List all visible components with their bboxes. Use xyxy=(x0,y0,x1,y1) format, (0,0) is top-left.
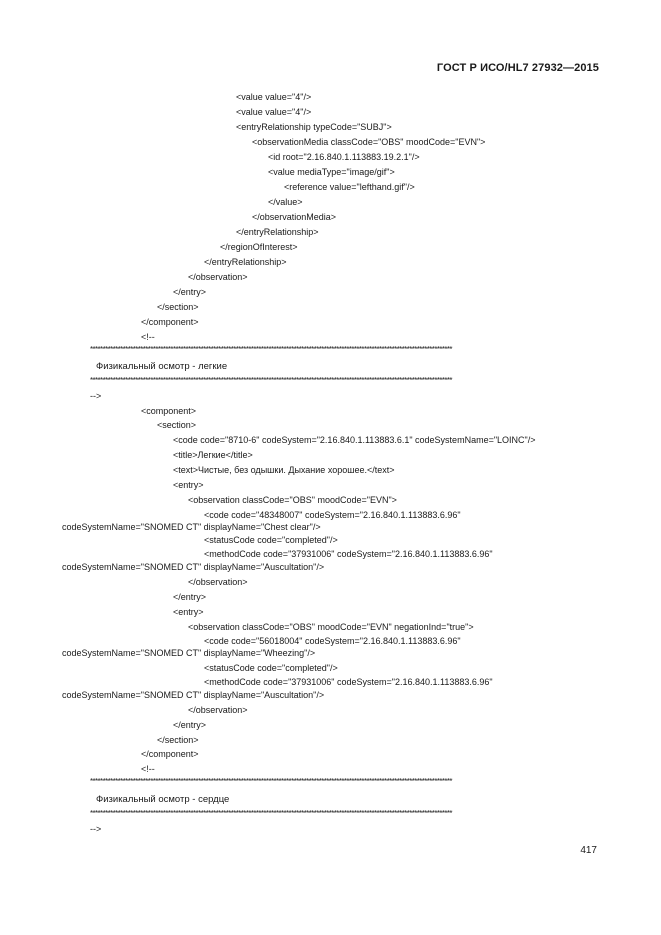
code-line: <value value="4"/> xyxy=(236,107,312,117)
code-line: <!-- xyxy=(141,332,155,342)
code-line: </entryRelationship> xyxy=(236,227,319,237)
code-line: codeSystemName="SNOMED CT" displayName="Wheezing"/> xyxy=(62,648,316,658)
code-line: codeSystemName="SNOMED CT" displayName="Auscultation"/> xyxy=(62,562,325,572)
code-line: <title>Легкие</title> xyxy=(173,450,253,460)
code-line: </regionOfInterest> xyxy=(220,242,298,252)
code-line: <methodCode code="37931006" codeSystem="2.16.840.1.113883.6.96" xyxy=(204,549,493,559)
code-line: </entry> xyxy=(173,592,207,602)
comment-separator: ************************************************************************************************************************************************ xyxy=(90,809,452,818)
code-line: <value value="4"/> xyxy=(236,92,312,102)
code-line: <statusCode code="completed"/> xyxy=(204,535,338,545)
code-line: <entry> xyxy=(173,480,204,490)
comment-separator: ************************************************************************************************************************************************ xyxy=(90,376,452,385)
comment-separator: ************************************************************************************************************************************************ xyxy=(90,777,452,786)
code-line: <observation classCode="OBS" moodCode="EVN"> xyxy=(188,495,397,505)
code-line: </component> xyxy=(141,749,199,759)
section-comment-title: Физикальный осмотр - сердце xyxy=(96,794,230,805)
code-line: <code code="56018004" codeSystem="2.16.840.1.113883.6.96" xyxy=(204,636,461,646)
code-line: </value> xyxy=(268,197,303,207)
section-comment-title: Физикальный осмотр - легкие xyxy=(96,361,228,372)
code-line: </entry> xyxy=(173,720,207,730)
comment-separator: ************************************************************************************************************************************************ xyxy=(90,345,452,354)
page-number: 417 xyxy=(580,845,597,856)
code-line: <component> xyxy=(141,406,197,416)
code-line: </observation> xyxy=(188,272,248,282)
standard-header: ГОСТ Р ИСО/HL7 27932—2015 xyxy=(436,62,599,74)
code-line: <section> xyxy=(157,420,197,430)
code-line: <entry> xyxy=(173,607,204,617)
code-line: <text>Чистые, без одышки. Дыхание хорошее.</text> xyxy=(173,465,395,475)
code-line: <code code="48348007" codeSystem="2.16.840.1.113883.6.96" xyxy=(204,510,461,520)
code-line: </section> xyxy=(157,302,199,312)
code-line: </observationMedia> xyxy=(252,212,337,222)
code-line: <reference value="lefthand.gif"/> xyxy=(284,182,415,192)
code-line: <statusCode code="completed"/> xyxy=(204,663,338,673)
code-line: </entryRelationship> xyxy=(204,257,287,267)
code-line: <observation classCode="OBS" moodCode="EVN" negationInd="true"> xyxy=(188,622,474,632)
code-line: <code code="8710-6" codeSystem="2.16.840.1.113883.6.1" codeSystemName="LOINC"/> xyxy=(173,435,536,445)
code-line: codeSystemName="SNOMED CT" displayName="Chest clear"/> xyxy=(62,522,321,532)
code-line: <value mediaType="image/gif"> xyxy=(268,167,395,177)
code-line: <entryRelationship typeCode="SUBJ"> xyxy=(236,122,392,132)
code-line: </observation> xyxy=(188,577,248,587)
code-line: </entry> xyxy=(173,287,207,297)
code-line: </component> xyxy=(141,317,199,327)
code-line: <!-- xyxy=(141,764,155,774)
code-line: <observationMedia classCode="OBS" moodCode="EVN"> xyxy=(252,137,486,147)
code-line: <id root="2.16.840.1.113883.19.2.1"/> xyxy=(268,152,420,162)
code-line: </section> xyxy=(157,735,199,745)
code-line: </observation> xyxy=(188,705,248,715)
code-line: --> xyxy=(90,391,102,401)
code-line: --> xyxy=(90,824,102,834)
code-line: codeSystemName="SNOMED CT" displayName="Auscultation"/> xyxy=(62,690,325,700)
code-line: <methodCode code="37931006" codeSystem="2.16.840.1.113883.6.96" xyxy=(204,677,493,687)
